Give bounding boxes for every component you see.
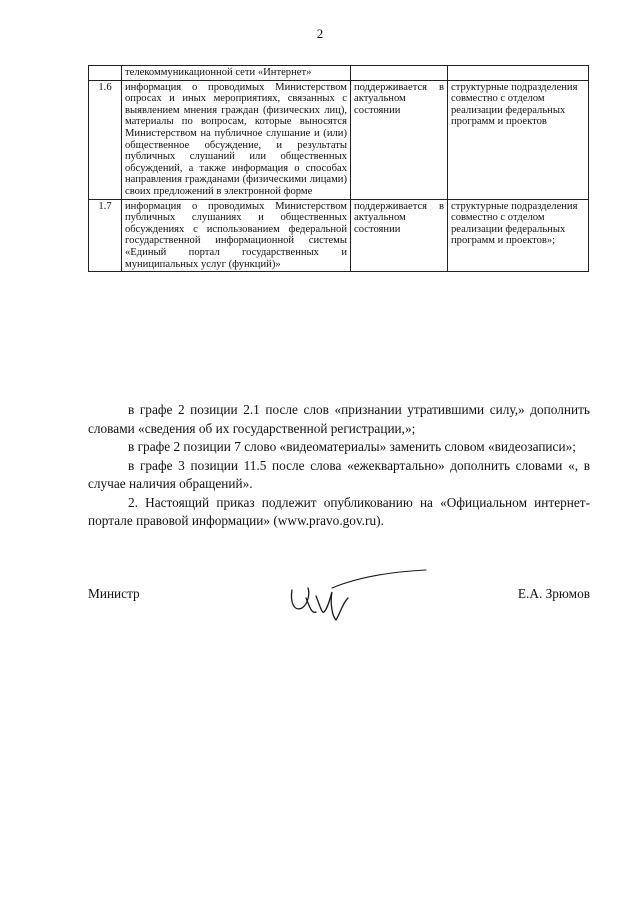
status-cell: поддерживается в актуальном состоянии (351, 199, 448, 272)
signature-block (88, 582, 590, 642)
status-cell: поддерживается в актуальном состоянии (351, 80, 448, 199)
responsible-cell: структурные подразделения совместно с отделом реализации федеральных программ и проектов»; (448, 199, 589, 272)
paragraph: в графе 2 позиции 2.1 после слов «признании утратившими силу,» дополнить словами «сведения об их государственной регистрации,»; (88, 402, 590, 436)
row-number-cell (89, 66, 122, 81)
row-number-cell: 1.6 (89, 80, 122, 199)
paragraph: в графе 2 позиции 7 слово «видеоматериалы» заменить словом «видеозаписи»; (128, 439, 576, 454)
paragraph: 2. Настоящий приказ подлежит опубликованию на «Официальном интернет-портале правовой информации» (www.pravo.gov.ru). (88, 494, 590, 528)
status-cell (351, 66, 448, 81)
amendment-text (88, 401, 590, 531)
table-row (89, 80, 589, 199)
info-cell: информация о проводимых Министерством публичных слушаниях и общественных обсуждениях с использованием федеральной государственной информационной системы «Единый портал государственных и муниципальных услуг (функций)» (122, 199, 351, 272)
responsible-cell (448, 66, 589, 81)
table-row (89, 199, 589, 272)
information-table (88, 65, 589, 272)
row-number-cell: 1.7 (89, 199, 122, 272)
minister-title: Министр (88, 586, 140, 601)
info-cell: информация о проводимых Министерством опросах и иных мероприятиях, связанных с выявлением мнения граждан (физических лиц), материалы по вопросам, которые выносятся Министерством на публичное слушание и (или) общественное обсуждение, и результаты публичных слушаний или общественных обсуждений, а также информация о способах направления гражданами (физическими лицами) своих предложений в электронной форме (122, 80, 351, 199)
info-cell: телекоммуникационной сети «Интернет» (122, 66, 351, 81)
table-row (89, 66, 589, 81)
paragraph: в графе 3 позиции 11.5 после слова «ежеквартально» дополнить словами «, в случае наличия обращений». (88, 457, 590, 491)
handwritten-signature (286, 568, 436, 628)
page-number: 2 (316, 26, 324, 41)
minister-name: Е.А. Зрюмов (517, 586, 590, 601)
responsible-cell: структурные подразделения совместно с отделом реализации федеральных программ и проектов (448, 80, 589, 199)
